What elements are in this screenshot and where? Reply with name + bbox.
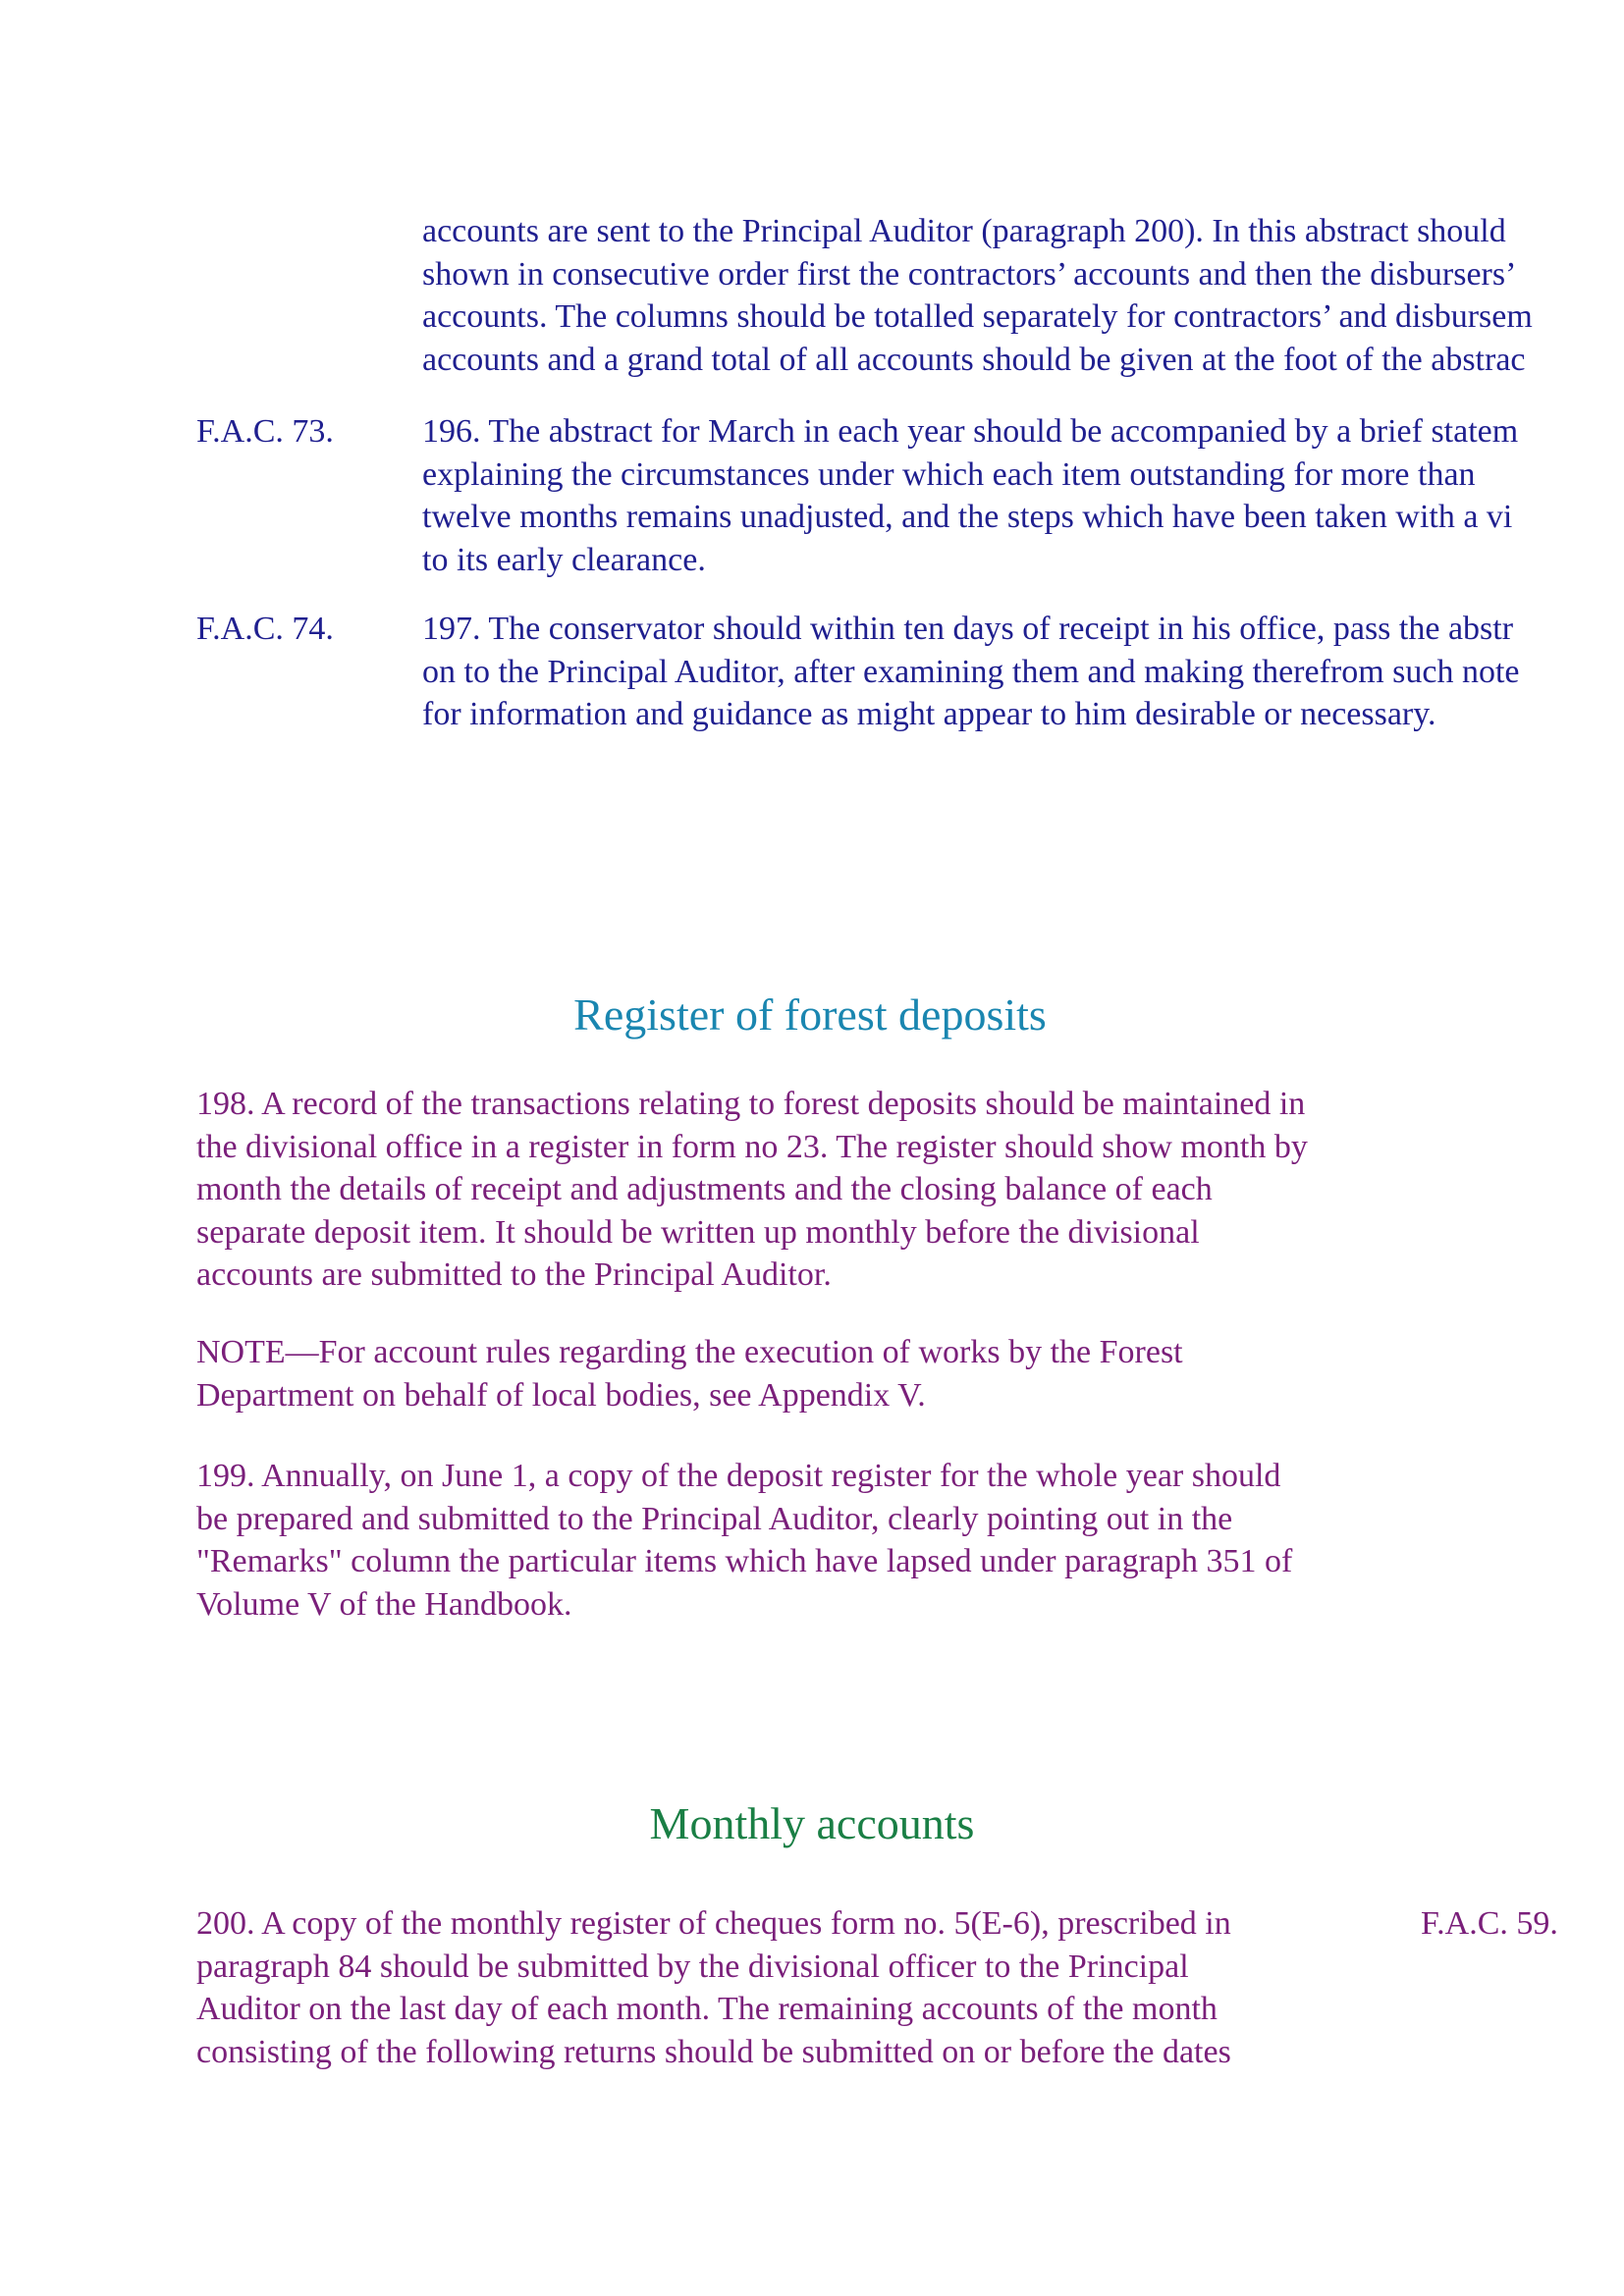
text-line: 200. A copy of the monthly register of cheques form no. 5(E-6), prescribed in [196, 1905, 1231, 1942]
text-line: Volume V of the Handbook. [196, 1585, 572, 1623]
text-line: shown in consecutive order first the contractors’ accounts and then the disbursers’ [422, 255, 1517, 293]
text-line: NOTE—For account rules regarding the execution of works by the Forest [196, 1334, 1183, 1370]
section-heading-forest-deposits: Register of forest deposits [573, 989, 1047, 1040]
text-line: accounts are sent to the Principal Auditor (paragraph 200). In this abstract should [422, 213, 1506, 249]
text-line: the divisional office in a register in form no 23. The register should show month by [196, 1128, 1308, 1165]
text-line: be prepared and submitted to the Principal Auditor, clearly pointing out in the [196, 1500, 1233, 1537]
text-line: twelve months remains unadjusted, and the steps which have been taken with a vi [422, 499, 1513, 535]
text-line: separate deposit item. It should be written up monthly before the divisional [196, 1213, 1200, 1251]
paragraph-196 [422, 410, 1518, 581]
margin-reference-200: F.A.C. 59. [1421, 1905, 1558, 1942]
text-line: Auditor on the last day of each month. The remaining accounts of the month [196, 1991, 1218, 2027]
paragraph-195-continuation [422, 210, 1533, 381]
note-appendix-v [196, 1331, 1183, 1416]
text-line: consisting of the following returns should be submitted on or before the dates [196, 2033, 1231, 2070]
text-line: 196. The abstract for March in each year should be accompanied by a brief statem [422, 413, 1519, 450]
paragraph-198 [196, 1083, 1308, 1297]
text-line: "Remarks" column the particular items which have lapsed under paragraph 351 of [196, 1543, 1293, 1579]
text-line: 199. Annually, on June 1, a copy of the deposit register for the whole year should [196, 1458, 1281, 1494]
text-line: 197. The conservator should within ten days of receipt in his office, pass the abstr [422, 611, 1514, 647]
text-line: accounts. The columns should be totalled separately for contractors’ and disbursem [422, 298, 1533, 335]
text-line: month the details of receipt and adjustments and the closing balance of each [196, 1171, 1213, 1207]
margin-reference-197: F.A.C. 74. [196, 611, 334, 647]
text-line: on to the Principal Auditor, after examining them and making therefrom such note [422, 653, 1520, 690]
paragraph-197 [422, 608, 1520, 736]
text-line: Department on behalf of local bodies, see Appendix V. [196, 1376, 926, 1414]
text-line: 198. A record of the transactions relating to forest deposits should be maintained in [196, 1086, 1306, 1122]
paragraph-200 [196, 1902, 1231, 2073]
margin-reference-196: F.A.C. 73. [196, 413, 334, 450]
text-line: to its early clearance. [422, 541, 706, 578]
section-heading-monthly-accounts: Monthly accounts [649, 1798, 975, 1848]
text-line: for information and guidance as might appear to him desirable or necessary. [422, 696, 1436, 732]
text-line: accounts are submitted to the Principal Auditor. [196, 1256, 832, 1293]
text-line: paragraph 84 should be submitted by the divisional officer to the Principal [196, 1948, 1189, 1985]
paragraph-199 [196, 1455, 1292, 1626]
text-line: accounts and a grand total of all accounts should be given at the foot of the abstrac [422, 341, 1526, 378]
text-line: explaining the circumstances under which each item outstanding for more than [422, 455, 1476, 493]
